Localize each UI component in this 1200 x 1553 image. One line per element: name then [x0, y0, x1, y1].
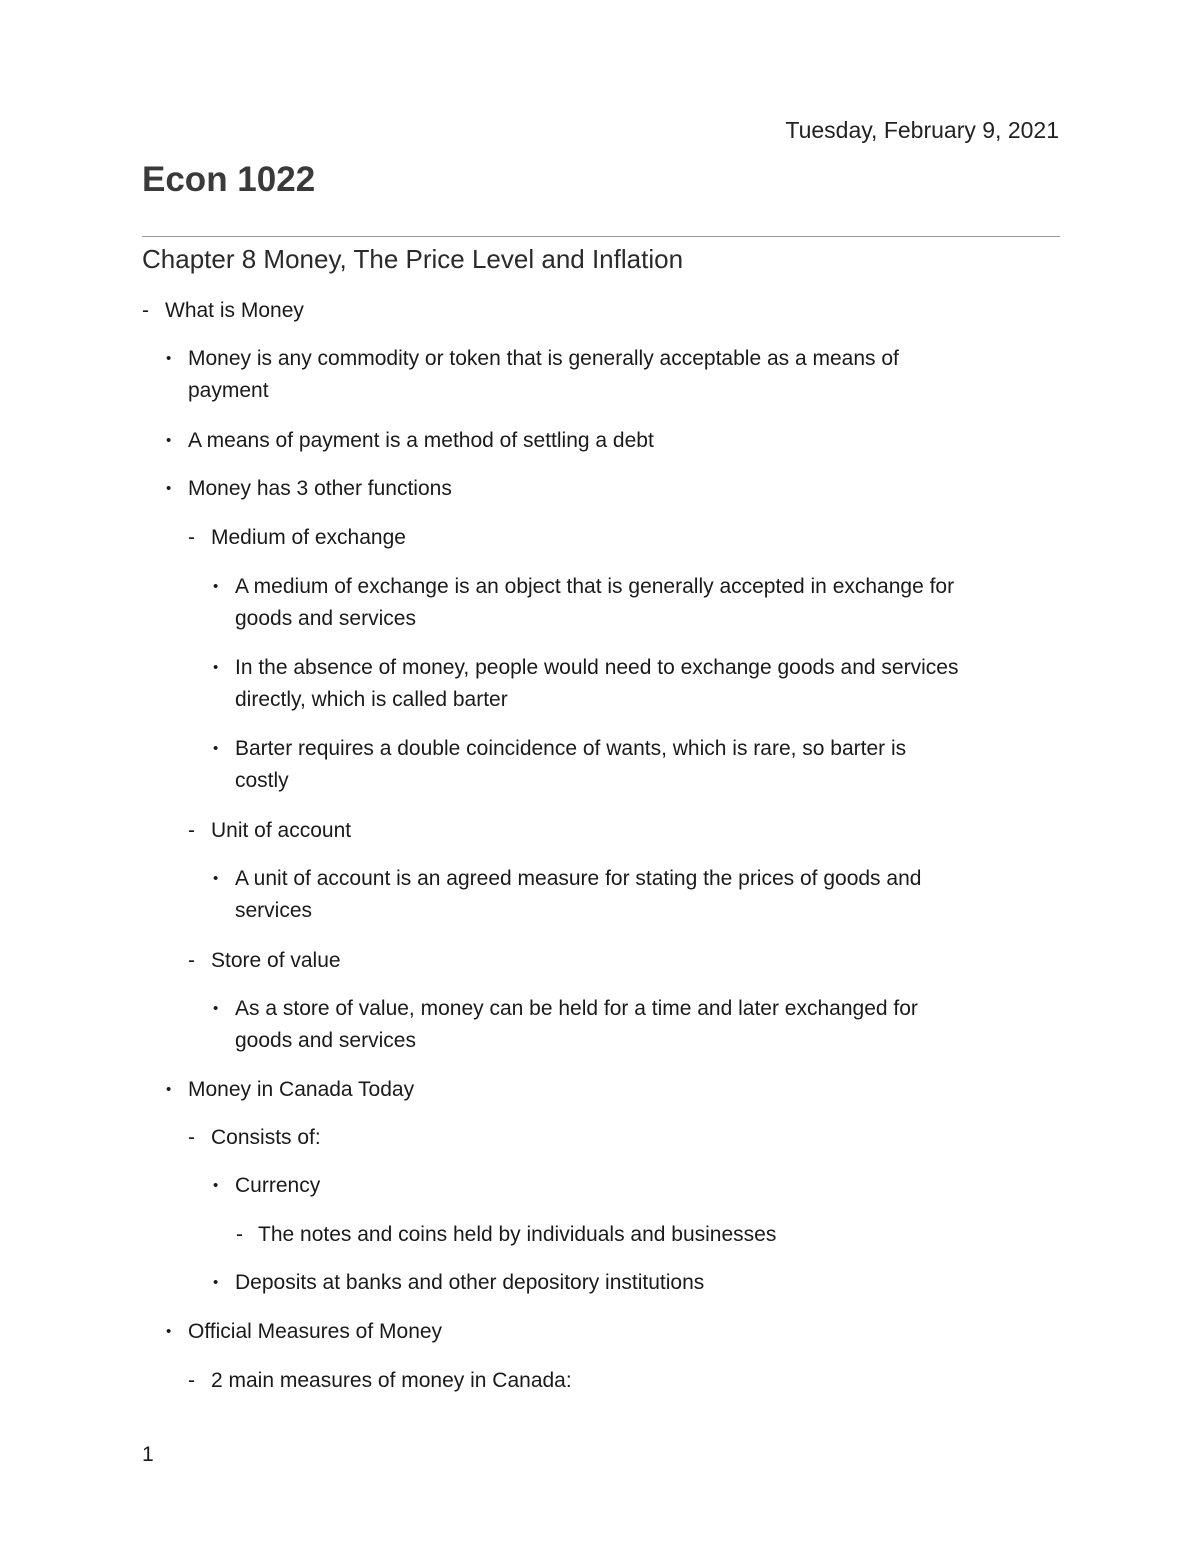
- outline-item: As a store of value, money can be held for a time and later exchanged for: [235, 997, 918, 1020]
- page-number: 1: [142, 1443, 154, 1466]
- outline-item: Barter requires a double coincidence of wants, which is rare, so barter is: [235, 737, 907, 760]
- title-divider: [142, 236, 1060, 237]
- outline-item-continuation: directly, which is called barter: [235, 688, 508, 711]
- bullet-marker: •: [166, 480, 172, 497]
- outline-item-continuation: services: [235, 899, 313, 922]
- outline-item: Store of value: [211, 949, 341, 972]
- outline-item: 2 main measures of money in Canada:: [211, 1369, 572, 1392]
- bullet-marker: •: [213, 1177, 219, 1194]
- bullet-marker: •: [166, 1323, 172, 1340]
- bullet-marker: •: [213, 578, 219, 595]
- page-title: Econ 1022: [142, 160, 316, 199]
- bullet-marker: •: [213, 1274, 219, 1291]
- page-date: Tuesday, February 9, 2021: [785, 117, 1059, 143]
- outline-item: The notes and coins held by individuals and businesses: [258, 1223, 777, 1246]
- outline-item-continuation: payment: [188, 379, 269, 402]
- chapter-heading: Chapter 8 Money, The Price Level and Inflation: [142, 244, 684, 274]
- outline-item: Unit of account: [211, 819, 352, 842]
- bullet-marker: •: [213, 870, 219, 887]
- dash-marker: -: [188, 949, 195, 972]
- outline-item-continuation: goods and services: [235, 1029, 416, 1052]
- outline-item: What is Money: [165, 299, 304, 322]
- bullet-marker: •: [166, 1081, 172, 1098]
- outline-item: Consists of:: [211, 1126, 321, 1149]
- outline-item: A means of payment is a method of settling a debt: [188, 429, 654, 452]
- outline-item: Official Measures of Money: [188, 1320, 443, 1343]
- outline-item: Medium of exchange: [211, 526, 406, 549]
- bullet-marker: •: [213, 1000, 219, 1017]
- dash-marker: -: [142, 299, 149, 322]
- outline-item: Money has 3 other functions: [188, 477, 452, 500]
- bullet-marker: •: [213, 740, 219, 757]
- outline-item: Deposits at banks and other depository institutions: [235, 1271, 705, 1294]
- dash-marker: -: [188, 1369, 195, 1392]
- outline-item: Money is any commodity or token that is generally acceptable as a means of: [188, 347, 899, 370]
- dash-marker: -: [188, 1126, 195, 1149]
- outline-item-continuation: costly: [235, 769, 289, 792]
- dash-marker: -: [188, 526, 195, 549]
- outline-item: Money in Canada Today: [188, 1078, 415, 1101]
- bullet-marker: •: [213, 659, 219, 676]
- outline-item: A unit of account is an agreed measure for stating the prices of goods and: [235, 867, 922, 890]
- bullet-marker: •: [166, 432, 172, 449]
- dash-marker: -: [188, 819, 195, 842]
- bullet-marker: •: [166, 350, 172, 367]
- outline-item: Currency: [235, 1174, 321, 1197]
- outline-item: In the absence of money, people would need to exchange goods and services: [235, 656, 959, 679]
- dash-marker: -: [236, 1223, 243, 1246]
- outline-item-continuation: goods and services: [235, 607, 416, 630]
- outline-item: A medium of exchange is an object that is generally accepted in exchange for: [235, 575, 955, 598]
